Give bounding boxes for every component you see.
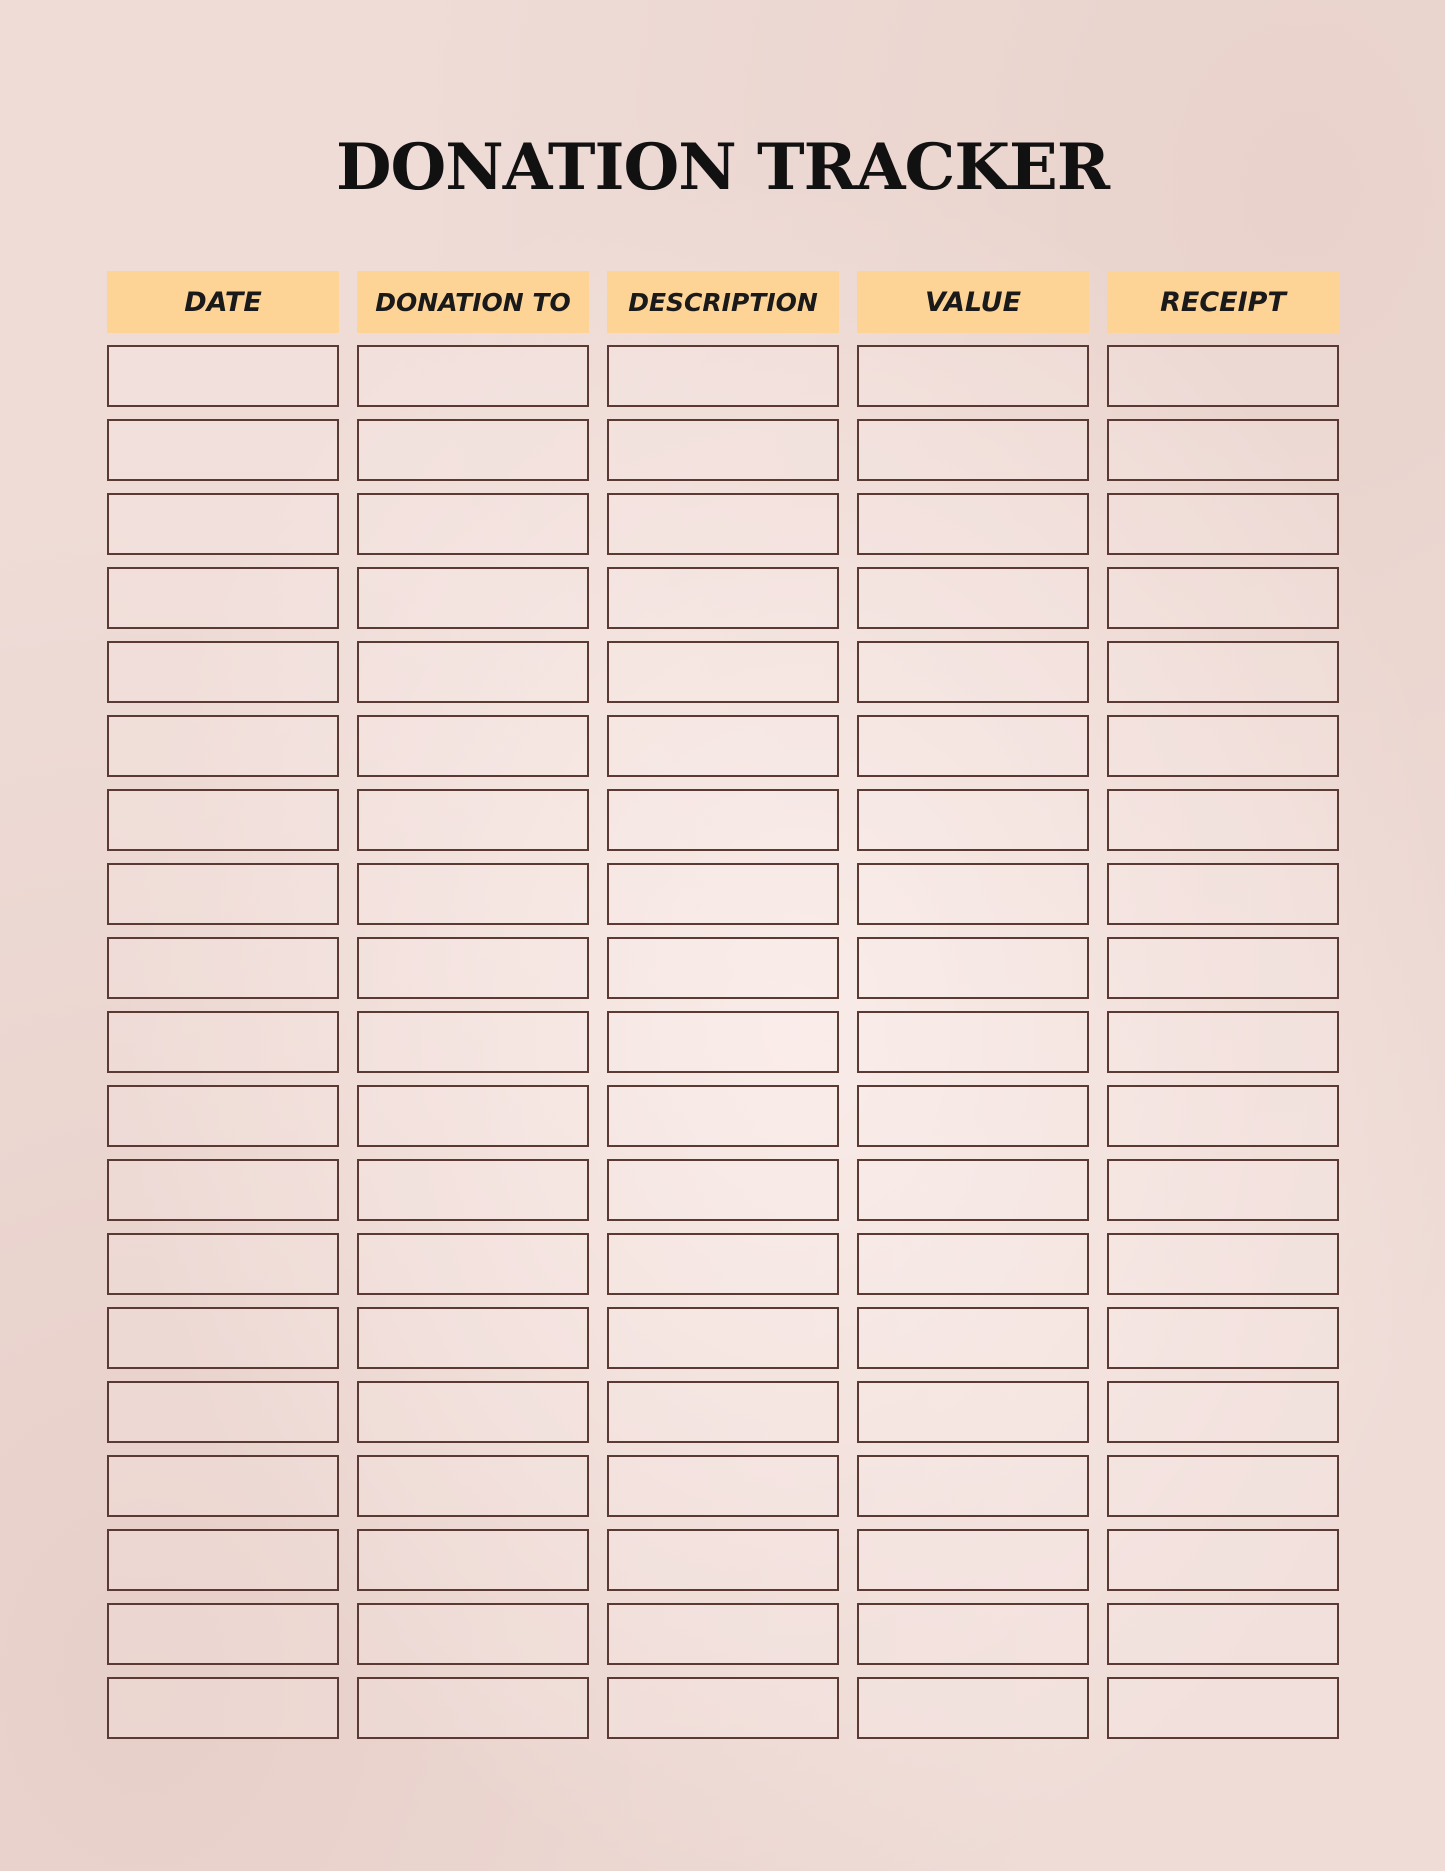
entry-cell-receipt[interactable] xyxy=(1107,1011,1339,1073)
entry-cell-date[interactable] xyxy=(107,1603,339,1665)
entry-cell-date[interactable] xyxy=(107,345,339,407)
table-row xyxy=(107,789,1339,851)
entry-cell-date[interactable] xyxy=(107,789,339,851)
column-header-value: VALUE xyxy=(857,271,1089,333)
entry-cell-receipt[interactable] xyxy=(1107,1159,1339,1221)
table-row xyxy=(107,641,1339,703)
entry-cell-value[interactable] xyxy=(857,937,1089,999)
entry-cell-donation-to[interactable] xyxy=(357,1307,589,1369)
entry-cell-date[interactable] xyxy=(107,1159,339,1221)
entry-cell-donation-to[interactable] xyxy=(357,1529,589,1591)
entry-cell-value[interactable] xyxy=(857,1455,1089,1517)
entry-cell-receipt[interactable] xyxy=(1107,789,1339,851)
table-row xyxy=(107,419,1339,481)
entry-cell-donation-to[interactable] xyxy=(357,1159,589,1221)
entry-cell-receipt[interactable] xyxy=(1107,345,1339,407)
entry-cell-receipt[interactable] xyxy=(1107,419,1339,481)
entry-cell-description[interactable] xyxy=(607,1603,839,1665)
entry-cell-donation-to[interactable] xyxy=(357,1381,589,1443)
table-row xyxy=(107,1233,1339,1295)
table-row xyxy=(107,493,1339,555)
entry-cell-value[interactable] xyxy=(857,789,1089,851)
entry-cell-donation-to[interactable] xyxy=(357,715,589,777)
entry-cell-description[interactable] xyxy=(607,567,839,629)
table-row xyxy=(107,863,1339,925)
entry-cell-date[interactable] xyxy=(107,1529,339,1591)
entry-cell-value[interactable] xyxy=(857,1603,1089,1665)
entry-cell-value[interactable] xyxy=(857,567,1089,629)
table-row xyxy=(107,1529,1339,1591)
table-row xyxy=(107,715,1339,777)
entry-cell-value[interactable] xyxy=(857,493,1089,555)
entry-cell-description[interactable] xyxy=(607,1381,839,1443)
entry-cell-value[interactable] xyxy=(857,641,1089,703)
entry-cell-description[interactable] xyxy=(607,1529,839,1591)
entry-cell-value[interactable] xyxy=(857,1307,1089,1369)
entry-cell-description[interactable] xyxy=(607,789,839,851)
table-row xyxy=(107,1381,1339,1443)
entry-cell-donation-to[interactable] xyxy=(357,1455,589,1517)
entry-cell-donation-to[interactable] xyxy=(357,567,589,629)
entry-cell-receipt[interactable] xyxy=(1107,937,1339,999)
entry-cell-description[interactable] xyxy=(607,1233,839,1295)
entry-cell-date[interactable] xyxy=(107,937,339,999)
entry-cell-donation-to[interactable] xyxy=(357,1085,589,1147)
entry-cell-receipt[interactable] xyxy=(1107,1085,1339,1147)
entry-cell-date[interactable] xyxy=(107,1455,339,1517)
entry-cell-receipt[interactable] xyxy=(1107,1529,1339,1591)
entry-cell-value[interactable] xyxy=(857,715,1089,777)
entry-cell-value[interactable] xyxy=(857,1233,1089,1295)
entry-cell-value[interactable] xyxy=(857,1011,1089,1073)
entry-cell-value[interactable] xyxy=(857,1085,1089,1147)
entry-cell-description[interactable] xyxy=(607,419,839,481)
entry-cell-date[interactable] xyxy=(107,1011,339,1073)
table-row xyxy=(107,1159,1339,1221)
entry-cell-value[interactable] xyxy=(857,1677,1089,1739)
entry-cell-value[interactable] xyxy=(857,345,1089,407)
entry-cell-description[interactable] xyxy=(607,1159,839,1221)
entry-cell-date[interactable] xyxy=(107,641,339,703)
entry-cell-donation-to[interactable] xyxy=(357,419,589,481)
table-row xyxy=(107,1085,1339,1147)
entry-cell-date[interactable] xyxy=(107,1677,339,1739)
entry-cell-description[interactable] xyxy=(607,1307,839,1369)
entry-cell-date[interactable] xyxy=(107,863,339,925)
entry-cell-description[interactable] xyxy=(607,345,839,407)
column-header-receipt: RECEIPT xyxy=(1107,271,1339,333)
table-row xyxy=(107,937,1339,999)
entry-cell-description[interactable] xyxy=(607,1455,839,1517)
entry-cell-receipt[interactable] xyxy=(1107,567,1339,629)
entry-cell-receipt[interactable] xyxy=(1107,1603,1339,1665)
table-body xyxy=(107,345,1339,1739)
table-row xyxy=(107,345,1339,407)
entry-cell-donation-to[interactable] xyxy=(357,641,589,703)
entry-cell-description[interactable] xyxy=(607,937,839,999)
entry-cell-donation-to[interactable] xyxy=(357,1677,589,1739)
entry-cell-donation-to[interactable] xyxy=(357,937,589,999)
entry-cell-date[interactable] xyxy=(107,1381,339,1443)
table-row xyxy=(107,1011,1339,1073)
entry-cell-value[interactable] xyxy=(857,419,1089,481)
entry-cell-value[interactable] xyxy=(857,1159,1089,1221)
entry-cell-donation-to[interactable] xyxy=(357,1603,589,1665)
entry-cell-receipt[interactable] xyxy=(1107,493,1339,555)
column-header-description: DESCRIPTION xyxy=(607,271,839,333)
entry-cell-description[interactable] xyxy=(607,1677,839,1739)
entry-cell-date[interactable] xyxy=(107,1307,339,1369)
entry-cell-donation-to[interactable] xyxy=(357,789,589,851)
entry-cell-receipt[interactable] xyxy=(1107,641,1339,703)
entry-cell-description[interactable] xyxy=(607,1011,839,1073)
entry-cell-value[interactable] xyxy=(857,1529,1089,1591)
entry-cell-date[interactable] xyxy=(107,1233,339,1295)
tracker-table xyxy=(107,271,1339,1739)
entry-cell-description[interactable] xyxy=(607,863,839,925)
entry-cell-date[interactable] xyxy=(107,715,339,777)
entry-cell-receipt[interactable] xyxy=(1107,1381,1339,1443)
entry-cell-receipt[interactable] xyxy=(1107,1677,1339,1739)
entry-cell-receipt[interactable] xyxy=(1107,715,1339,777)
table-row xyxy=(107,1603,1339,1665)
entry-cell-receipt[interactable] xyxy=(1107,1307,1339,1369)
table-row xyxy=(107,1307,1339,1369)
table-row xyxy=(107,567,1339,629)
entry-cell-description[interactable] xyxy=(607,715,839,777)
entry-cell-description[interactable] xyxy=(607,1085,839,1147)
column-header-date: DATE xyxy=(107,271,339,333)
page-title: DONATION TRACKER xyxy=(336,130,1109,205)
table-header-row xyxy=(107,271,1339,333)
entry-cell-receipt[interactable] xyxy=(1107,1455,1339,1517)
entry-cell-date[interactable] xyxy=(107,567,339,629)
entry-cell-description[interactable] xyxy=(607,493,839,555)
entry-cell-receipt[interactable] xyxy=(1107,1233,1339,1295)
column-header-donation-to: DONATION TO xyxy=(357,271,589,333)
table-row xyxy=(107,1455,1339,1517)
entry-cell-date[interactable] xyxy=(107,493,339,555)
entry-cell-donation-to[interactable] xyxy=(357,345,589,407)
entry-cell-date[interactable] xyxy=(107,419,339,481)
entry-cell-date[interactable] xyxy=(107,1085,339,1147)
entry-cell-donation-to[interactable] xyxy=(357,1011,589,1073)
table-row xyxy=(107,1677,1339,1739)
entry-cell-donation-to[interactable] xyxy=(357,863,589,925)
entry-cell-description[interactable] xyxy=(607,641,839,703)
entry-cell-value[interactable] xyxy=(857,863,1089,925)
entry-cell-donation-to[interactable] xyxy=(357,1233,589,1295)
entry-cell-donation-to[interactable] xyxy=(357,493,589,555)
entry-cell-value[interactable] xyxy=(857,1381,1089,1443)
entry-cell-receipt[interactable] xyxy=(1107,863,1339,925)
